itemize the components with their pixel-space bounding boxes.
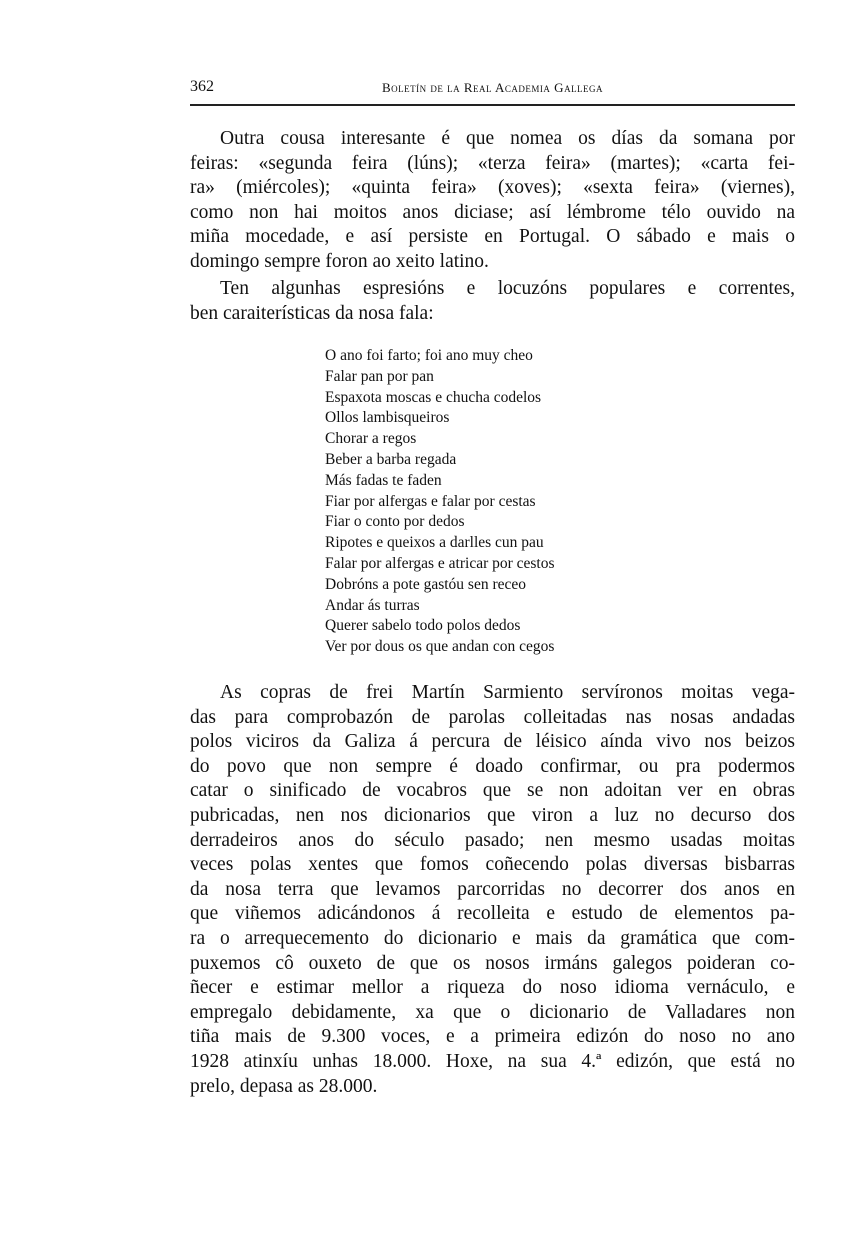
expression-item: Espaxota moscas e chucha codelos xyxy=(325,388,542,406)
text-line: catar o sinificado de vocabros que se non adoitan ver en obras xyxy=(190,780,795,802)
text-line: polos viciros da Galiza á percura de léisico aínda vivo nos beizos xyxy=(190,731,795,753)
text-line: miña mocedade, e así persiste en Portugal. O sábado e mais o xyxy=(190,226,795,247)
running-title: Boletín de la Real Academia Gallega xyxy=(381,80,604,95)
text-line: ra» (miércoles); «quinta feira» (xoves); «sexta feira» (viernes), xyxy=(190,177,795,198)
expression-item: Falar pan por pan xyxy=(325,367,434,385)
header-rule xyxy=(190,104,795,106)
paragraph-sarmiento xyxy=(190,681,795,1101)
expression-item: Falar por alfergas e atricar por cestos xyxy=(325,554,555,572)
page-number: 362 xyxy=(190,78,214,95)
paragraph-weekdays xyxy=(190,127,795,274)
text-line: empregalo debidamente, xa que o dicionario de Valladares non xyxy=(190,1001,795,1023)
text-line: puxemos cô ouxeto de que os nosos irmáns galegos poideran co- xyxy=(190,952,795,974)
expressions-list xyxy=(325,346,555,658)
text-line: Ten algunhas espresións e locuzóns populares e correntes, xyxy=(220,278,795,299)
text-line: que viñemos adicándonos á recolleita e estudo de elementos pa- xyxy=(190,903,795,925)
expression-item: Fiar o conto por dedos xyxy=(325,513,465,531)
expression-item: O ano foi farto; foi ano muy cheo xyxy=(325,347,533,364)
expression-item: Ver por dous os que andan con cegos xyxy=(325,638,555,656)
text-line: Outra cousa interesante é que nomea os días da somana por xyxy=(220,128,795,149)
expression-item: Chorar a regos xyxy=(325,430,417,448)
text-line: tiña mais de 9.300 voces, e a primeira edizón do noso no ano xyxy=(190,1026,795,1048)
expression-item: Fiar por alfergas e falar por cestas xyxy=(325,492,536,510)
text-line: 1928 atinxíu unhas 18.000. Hoxe, na sua 4.ª edizón, que está no xyxy=(190,1050,795,1072)
paragraph-expressions-intro xyxy=(190,277,795,326)
running-header xyxy=(190,78,795,100)
text-line: do povo que non sempre é doado confirmar, ou pra podermos xyxy=(190,755,795,777)
expression-item: Querer sabelo todo polos dedos xyxy=(325,617,521,635)
text-line: ra o arrequecemento do dicionario e mais da gramática que com- xyxy=(190,927,795,949)
text-line: ñecer e estimar mellor a riqueza do noso idioma vernáculo, e xyxy=(190,977,795,999)
expression-item: Beber a barba regada xyxy=(325,450,457,468)
expression-item: Andar ás turras xyxy=(325,596,420,614)
expression-item: Dobróns a pote gastóu sen receo xyxy=(325,575,527,593)
text-line: ben caraiterísticas da nosa fala: xyxy=(190,302,434,324)
text-line: das para comprobazón de parolas colleitadas nas nosas andadas xyxy=(190,706,795,728)
text-line: As copras de frei Martín Sarmiento servíronos moitas vega- xyxy=(220,682,795,703)
text-line: domingo sempre foron ao xeito latino. xyxy=(190,250,489,272)
text-line: veces polas xentes que fomos coñecendo polas diversas bisbarras xyxy=(190,854,795,876)
text-line: como non hai moitos anos diciase; así lémbrome télo ouvido na xyxy=(190,201,795,223)
text-line: derradeiros anos do século pasado; nen mesmo usadas moitas xyxy=(190,829,795,851)
text-line: da nosa terra que levamos parcorridas no decorrer dos anos en xyxy=(190,878,795,900)
text-line: pubricadas, nen nos dicionarios que viron a luz no decurso dos xyxy=(190,804,795,826)
expression-item: Ripotes e queixos a darlles cun pau xyxy=(325,534,544,552)
text-line: feiras: «segunda feira (lúns); «terza feira» (martes); «carta fei- xyxy=(190,152,795,174)
expression-item: Ollos lambisqueiros xyxy=(325,409,450,427)
text-line: prelo, depasa as 28.000. xyxy=(190,1075,378,1097)
expression-item: Más fadas te faden xyxy=(325,471,442,489)
